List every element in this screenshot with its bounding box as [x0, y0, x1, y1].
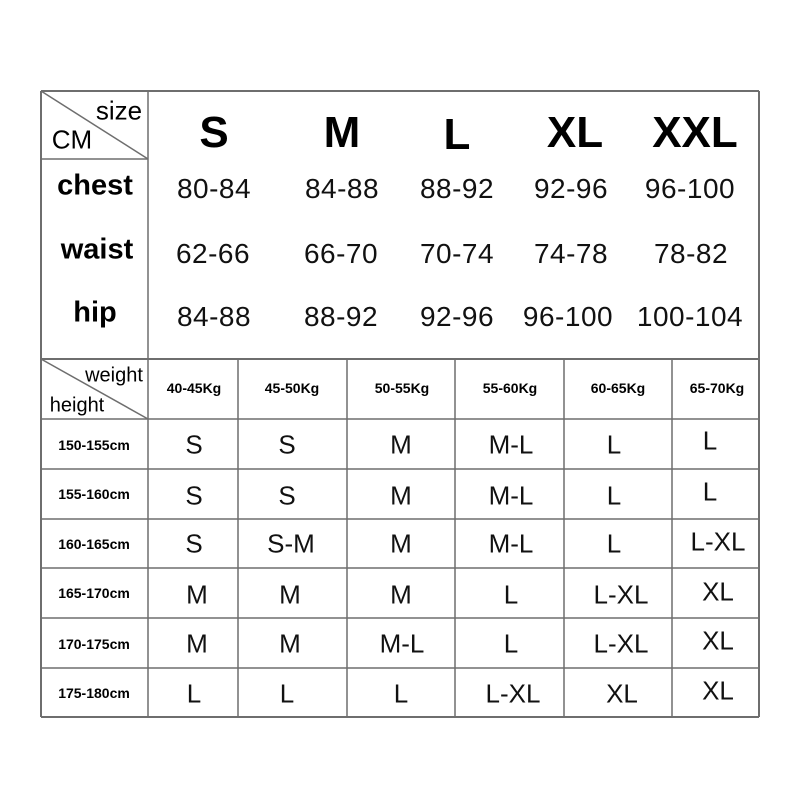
size-header: XL	[546, 108, 604, 157]
size-cell: S	[185, 480, 203, 511]
size-cell: L	[702, 425, 718, 456]
size-cell: M	[390, 579, 412, 610]
measurement-value: 84-88	[176, 301, 252, 332]
size-cell: S	[185, 528, 203, 559]
weight-header: 65-70Kg	[689, 380, 745, 396]
height-header: 175-180cm	[58, 685, 130, 701]
size-cell: L	[606, 528, 622, 559]
size-header: L	[443, 110, 471, 159]
weight-header: 55-60Kg	[482, 380, 538, 396]
waist-label: waist	[60, 233, 134, 266]
measurement-value: 84-88	[304, 173, 380, 204]
size-cell: M	[279, 628, 301, 659]
weight-header: 50-55Kg	[374, 380, 430, 396]
size-cell: XL	[606, 678, 638, 709]
height-header: 150-155cm	[58, 437, 130, 453]
corner-weight-label: weight	[85, 364, 143, 387]
size-cell: L-XL	[485, 678, 541, 709]
size-header: XXL	[652, 108, 738, 157]
measurement-value: 74-78	[533, 238, 609, 269]
size-cell: M-L	[379, 628, 425, 659]
size-cell: L	[606, 429, 622, 460]
corner-height-label: height	[49, 394, 105, 417]
measurement-value: 92-96	[419, 301, 495, 332]
size-cell: M-L	[488, 429, 534, 460]
size-cell: L-XL	[593, 579, 649, 610]
size-cell: M	[390, 528, 412, 559]
weight-header: 40-45Kg	[166, 380, 222, 396]
size-cell: L	[393, 678, 409, 709]
height-header: 170-175cm	[58, 636, 130, 652]
size-cell: L	[186, 678, 202, 709]
size-cell: L	[503, 628, 519, 659]
size-cell: M	[186, 579, 208, 610]
measurement-value: 70-74	[419, 238, 495, 269]
height-header: 155-160cm	[58, 486, 130, 502]
height-header: 160-165cm	[58, 536, 130, 552]
size-cell: L-XL	[593, 628, 649, 659]
measurement-value: 92-96	[533, 173, 609, 204]
size-cell: S-M	[267, 528, 315, 559]
measurement-value: 62-66	[175, 238, 251, 269]
corner-size-label: size	[95, 95, 143, 126]
size-cell: M	[390, 429, 412, 460]
measurement-value: 96-100	[522, 301, 614, 332]
size-cell: M	[279, 579, 301, 610]
size-cell: XL	[702, 625, 734, 656]
size-cell: L	[279, 678, 295, 709]
weight-header: 45-50Kg	[264, 380, 320, 396]
measurement-value: 100-104	[636, 301, 744, 332]
size-header: M	[323, 108, 361, 157]
size-cell: L-XL	[690, 526, 746, 557]
size-cell: M-L	[488, 528, 534, 559]
size-cell: M	[186, 628, 208, 659]
measurement-value: 88-92	[419, 173, 495, 204]
measurement-value: 96-100	[644, 173, 736, 204]
size-cell: S	[278, 429, 296, 460]
hip-label: hip	[73, 296, 117, 329]
size-cell: M-L	[488, 480, 534, 511]
size-cell: L	[606, 480, 622, 511]
weight-header: 60-65Kg	[590, 380, 646, 396]
height-header: 165-170cm	[58, 585, 130, 601]
measurement-value: 80-84	[176, 173, 252, 204]
corner-cm-label: CM	[51, 124, 93, 155]
measurement-value: 88-92	[303, 301, 379, 332]
size-cell: XL	[702, 675, 734, 706]
size-header: S	[199, 108, 229, 157]
measurement-value: 78-82	[653, 238, 729, 269]
chest-label: chest	[57, 169, 133, 202]
size-cell: S	[185, 429, 203, 460]
size-cell: XL	[702, 576, 734, 607]
size-cell: M	[390, 480, 412, 511]
size-cell: S	[278, 480, 296, 511]
measurement-value: 66-70	[303, 238, 379, 269]
size-cell: L	[503, 579, 519, 610]
size-cell: L	[702, 476, 718, 507]
